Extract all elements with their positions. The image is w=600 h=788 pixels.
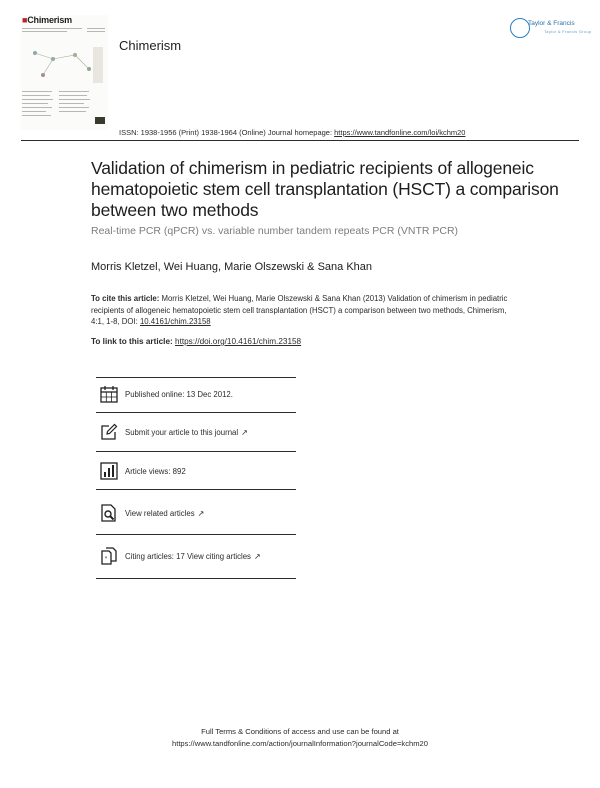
- calendar-icon: [100, 385, 118, 403]
- article-authors: Morris Kletzel, Wei Huang, Marie Olszewski & Sana Khan: [91, 261, 373, 273]
- cover-publisher-mark: [95, 117, 105, 124]
- citing-articles-link[interactable]: Citing articles: 17 View citing articles ↗: [125, 552, 261, 561]
- issn-text: ISSN: 1938-1956 (Print) 1938-1964 (Online) Journal homepage:: [119, 128, 335, 137]
- edit-icon: [100, 423, 118, 441]
- info-divider: [96, 489, 296, 490]
- info-divider: [96, 377, 296, 378]
- link-label: To link to this article:: [91, 337, 176, 346]
- header-divider: [21, 140, 579, 141]
- citing-articles-row[interactable]: [96, 547, 306, 567]
- search-document-icon: [100, 504, 118, 522]
- info-divider: [96, 451, 296, 452]
- citation-block: [91, 293, 521, 328]
- info-divider: [96, 578, 296, 579]
- citation-text: Morris Kletzel, Wei Huang, Marie Olszewski & Sana Khan (2013) Validation of chimerism in pediatric recipients of allogeneic hematopoietic stem cell transplantation (HSCT) a comparison between two methods, Chimerism, 4:1, 1-8, DOI:: [91, 294, 508, 326]
- external-link-icon: ↗: [253, 552, 261, 561]
- footer-terms-link[interactable]: https://www.tandfonline.com/action/journalInformation?journalCode=kchm20: [171, 738, 428, 748]
- submit-article-row[interactable]: [96, 423, 306, 443]
- external-link-icon: ↗: [241, 428, 248, 437]
- cover-illustration: [23, 45, 105, 87]
- published-online-row: [96, 385, 306, 405]
- article-link-line: [91, 337, 301, 346]
- logo-ring-icon: [510, 18, 530, 38]
- info-divider: [96, 534, 296, 535]
- article-title: Validation of chimerism in pediatric recipients of allogeneic hematopoietic stem cell transplantation (HSCT) a comparison between two methods: [91, 158, 559, 220]
- citation-doi-link[interactable]: 10.4161/chim.23158: [139, 317, 211, 326]
- publisher-tagline: Taylor & Francis Group: [544, 29, 592, 34]
- journal-cover-thumbnail: [21, 15, 108, 130]
- related-articles-row[interactable]: [96, 504, 306, 524]
- cover-journal-title: ■Chimerism: [22, 15, 72, 25]
- terms-footer: [100, 726, 500, 749]
- journal-homepage-link[interactable]: https://www.tandfonline.com/loi/kchm20: [334, 128, 466, 137]
- citation-label: To cite this article:: [91, 294, 160, 303]
- publisher-name: Taylor & Francis: [528, 20, 575, 27]
- article-subtitle: Real-time PCR (qPCR) vs. variable number tandem repeats PCR (VNTR PCR): [91, 225, 459, 237]
- publisher-logo: [510, 17, 592, 41]
- footer-terms-text: Full Terms & Conditions of access and use can be found at: [201, 727, 399, 736]
- issn-line: [119, 128, 465, 137]
- article-views-row: [96, 462, 306, 482]
- article-views-text: Article views: 892: [125, 467, 186, 476]
- bar-chart-icon: [100, 462, 118, 480]
- article-doi-link[interactable]: https://doi.org/10.4161/chim.23158: [175, 337, 302, 346]
- external-link-icon: ↗: [197, 509, 205, 518]
- view-related-articles-link[interactable]: View related articles ↗: [125, 509, 205, 518]
- submit-article-link[interactable]: Submit your article to this journal ↗: [125, 428, 248, 437]
- published-online-text: Published online: 13 Dec 2012.: [125, 390, 233, 399]
- citation-copy-icon: [100, 547, 118, 565]
- journal-name[interactable]: Chimerism: [119, 38, 182, 53]
- svg-text:": ": [104, 556, 108, 563]
- info-divider: [96, 412, 296, 413]
